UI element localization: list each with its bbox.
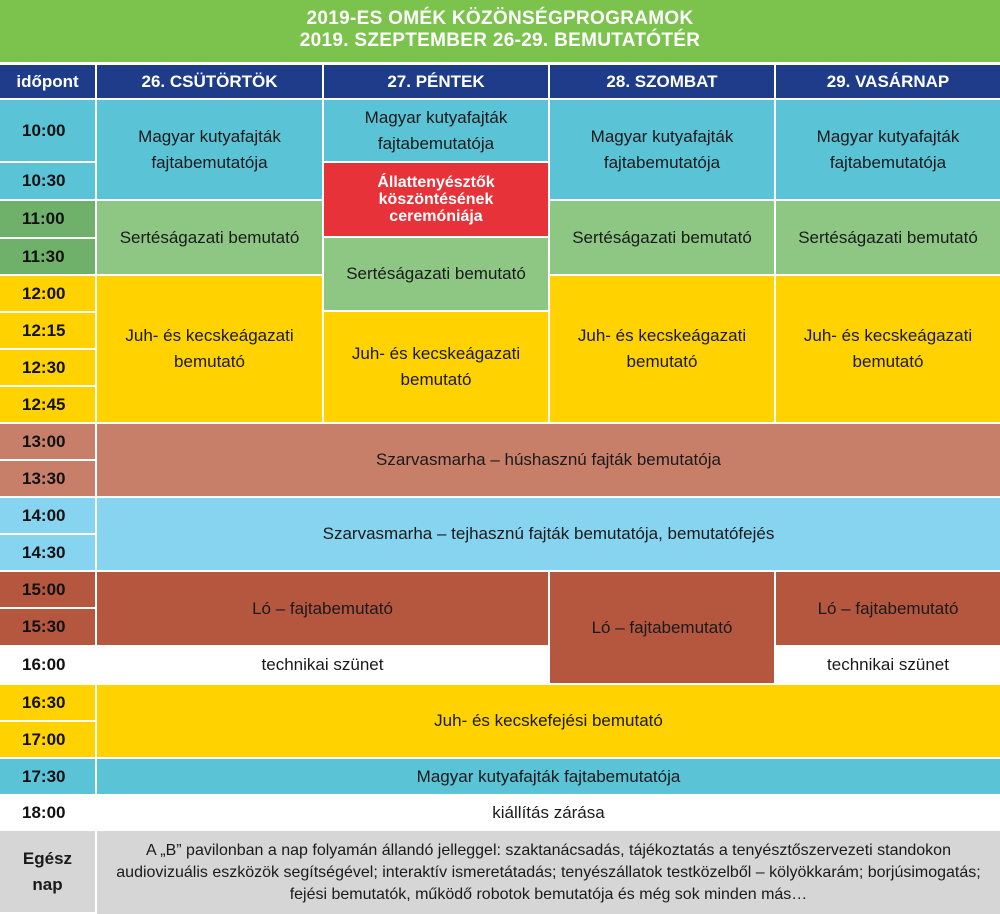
time-slot: 13:00: [0, 424, 97, 461]
schedule-title: [0, 0, 1000, 62]
time-slot: 14:30: [0, 535, 97, 572]
header-day-friday: 27. PÉNTEK: [324, 65, 550, 100]
header-day-saturday: 28. SZOMBAT: [550, 65, 776, 100]
time-slot: 18:00: [0, 796, 97, 831]
time-slot: 12:00: [0, 276, 97, 313]
event-tech-break: technikai szünet: [776, 647, 1000, 685]
time-slot: 14:00: [0, 498, 97, 535]
time-slot: 15:00: [0, 572, 97, 609]
event-tech-break: technikai szünet: [97, 647, 550, 685]
time-slot: 13:30: [0, 461, 97, 498]
time-slot: 11:00: [0, 201, 97, 239]
event-sheep-goat: Juh- és kecskeágazati bemutató: [550, 276, 776, 424]
event-sheep-goat: Juh- és kecskeágazati bemutató: [324, 312, 550, 424]
header-day-sunday: 29. VASÁRNAP: [776, 65, 1000, 100]
event-horse: Ló – fajtabemutató: [776, 572, 1000, 647]
event-sheep-goat: Juh- és kecskeágazati bemutató: [776, 276, 1000, 424]
event-pig: Sertéságazati bemutató: [776, 201, 1000, 276]
event-pig: Sertéságazati bemutató: [97, 201, 324, 276]
event-pig: Sertéságazati bemutató: [550, 201, 776, 276]
header-day-thursday: 26. CSÜTÖRTÖK: [97, 65, 324, 100]
all-day-description: A „B” pavilonban a nap folyamán állandó jelleggel: szaktanácsadás, tájékoztatás a tenyésztőszervezeti standokon audiovizuális eszközök segítségével; interaktív ismeretátadás; tenyészállatok testközelből – kölyökkarám; borjúsimogatás; fejési bemutatók, működő robotok bemutatója és még sok minden más…: [97, 831, 1000, 914]
event-dairy-cattle: Szarvasmarha – tejhasznú fajták bemutatója, bemutatófejés: [97, 498, 1000, 572]
time-slot: 12:45: [0, 387, 97, 424]
time-slot: 10:00: [0, 100, 97, 163]
event-horse: Ló – fajtabemutató: [550, 572, 776, 685]
title-line-2: 2019. SZEPTEMBER 26-29. BEMUTATÓTÉR: [299, 30, 701, 51]
time-slot: 12:15: [0, 313, 97, 350]
all-day-label-line-1: Egész: [22, 848, 73, 868]
header-time: időpont: [0, 65, 97, 100]
event-dog-show: Magyar kutyafajták fajtabemutatója: [97, 100, 324, 201]
time-slot: 15:30: [0, 609, 97, 647]
event-dog-show: Magyar kutyafajták fajtabemutatója: [776, 100, 1000, 201]
event-milking: Juh- és kecskefejési bemutató: [97, 685, 1000, 759]
time-slot: 16:30: [0, 685, 97, 722]
event-sheep-goat: Juh- és kecskeágazati bemutató: [97, 276, 324, 424]
time-slot: 17:00: [0, 722, 97, 759]
event-beef-cattle: Szarvasmarha – húshasznú fajták bemutatója: [97, 424, 1000, 498]
all-day-label-line-2: nap: [32, 874, 63, 894]
event-pig: Sertéságazati bemutató: [324, 238, 550, 312]
event-dog-show: Magyar kutyafajták fajtabemutatója: [324, 100, 550, 163]
event-dog-show-evening: Magyar kutyafajták fajtabemutatója: [97, 759, 1000, 796]
all-day-label: [0, 831, 97, 914]
time-slot: 12:30: [0, 350, 97, 387]
event-closing: kiállítás zárása: [97, 796, 1000, 831]
time-slot: 11:30: [0, 239, 97, 276]
time-slot: 16:00: [0, 647, 97, 685]
title-line-1: 2019-ES OMÉK KÖZÖNSÉGPROGRAMOK: [306, 8, 694, 29]
event-horse: Ló – fajtabemutató: [97, 572, 550, 647]
event-breeders-ceremony: Állattenyésztők köszöntésének ceremóniája: [324, 163, 550, 238]
time-slot: 10:30: [0, 163, 97, 201]
event-dog-show: Magyar kutyafajták fajtabemutatója: [550, 100, 776, 201]
time-slot: 17:30: [0, 759, 97, 796]
